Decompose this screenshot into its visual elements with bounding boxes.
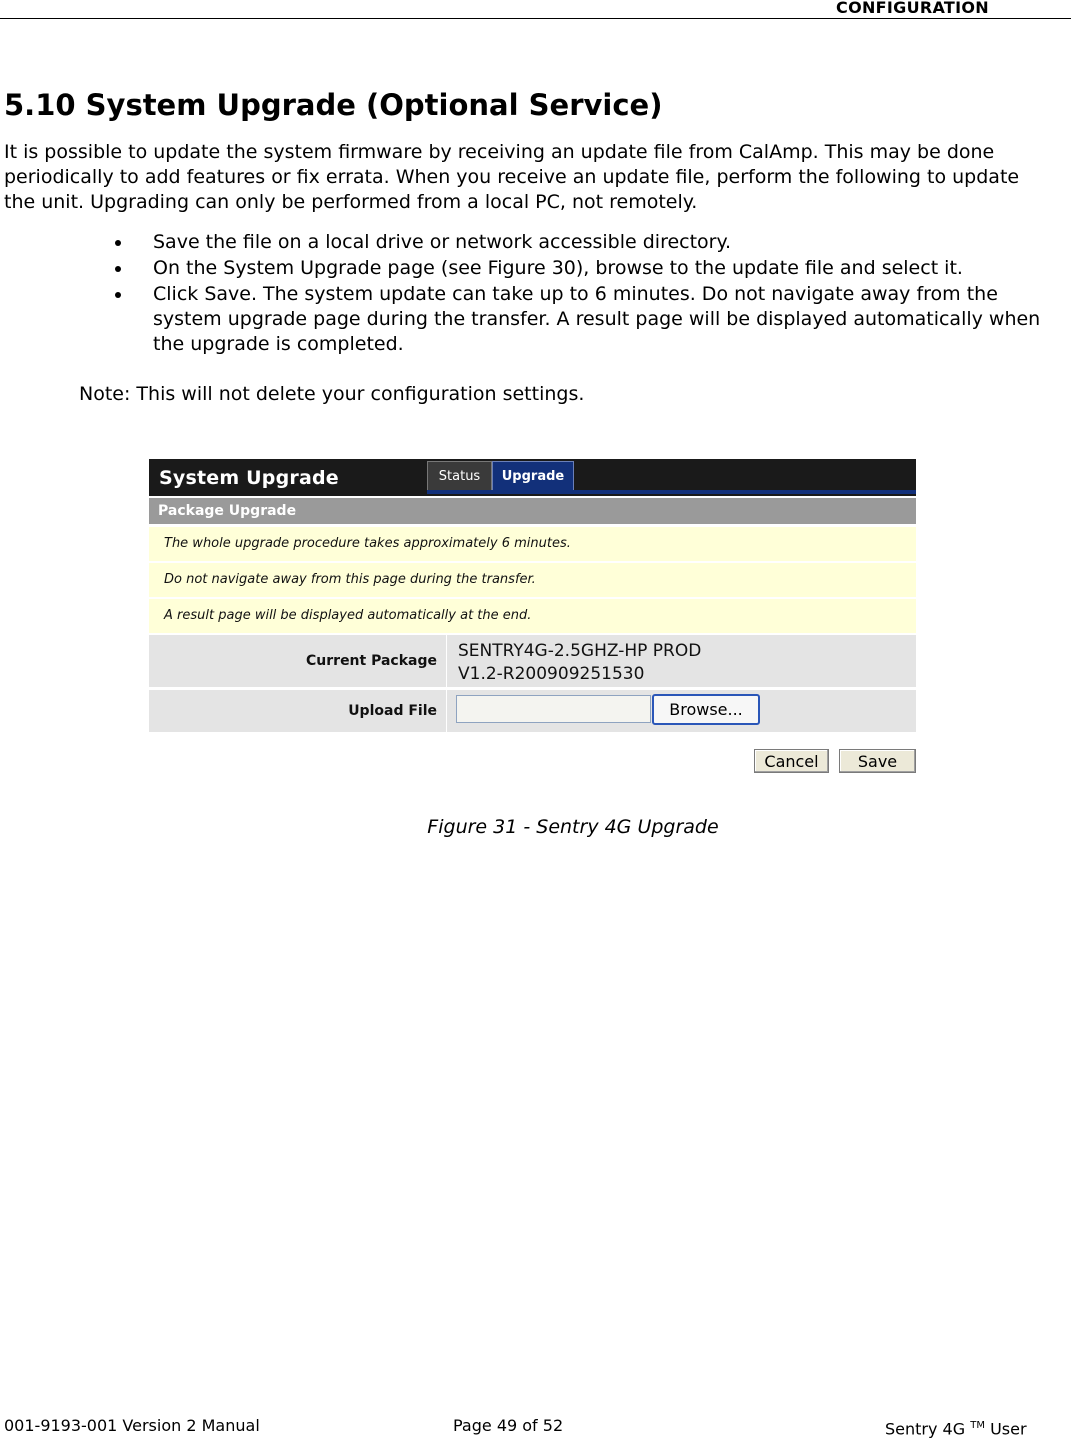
footer-trademark: TM	[970, 1420, 985, 1431]
notice-result-page: A result page will be displayed automatically at the end.	[149, 599, 916, 633]
package-upgrade-section-title: Package Upgrade	[149, 498, 916, 524]
upload-file-input[interactable]	[456, 695, 651, 723]
notice-duration: The whole upgrade procedure takes approximately 6 minutes.	[149, 527, 916, 561]
current-package-row	[149, 635, 916, 687]
current-package-line2: V1.2-R200909251530	[458, 664, 645, 684]
upload-file-row	[149, 690, 916, 732]
tab-status[interactable]: Status	[427, 461, 492, 491]
current-package-value	[458, 640, 701, 686]
list-item: On the System Upgrade page (see Figure 30), browse to the update file and select it.	[110, 256, 1060, 281]
browse-button[interactable]: Browse...	[652, 694, 760, 725]
header-rule	[0, 18, 1071, 19]
system-upgrade-screenshot	[149, 459, 916, 777]
footer-product	[885, 1416, 1027, 1439]
tab-upgrade[interactable]: Upgrade	[492, 461, 574, 491]
notice-no-navigate: Do not navigate away from this page during the transfer.	[149, 563, 916, 597]
upload-file-label: Upload File	[149, 690, 447, 732]
save-button[interactable]: Save	[839, 749, 916, 773]
current-package-label: Current Package	[149, 635, 447, 687]
list-item: Save the file on a local drive or network accessible directory.	[110, 230, 1060, 255]
app-title: System Upgrade	[159, 467, 339, 489]
footer-page-number: Page 49 of 52	[453, 1416, 564, 1435]
current-package-line1: SENTRY4G-2.5GHZ-HP PROD	[458, 641, 702, 661]
title-bar	[149, 459, 916, 496]
footer-product-suffix: User	[990, 1419, 1027, 1439]
footer-doc-id: 001-9193-001 Version 2 Manual	[4, 1416, 260, 1435]
list-item: Click Save. The system update can take up to 6 minutes. Do not navigate away from the system upgrade page during the transfer. A result page will be displayed automatically when the upgrade is completed.	[110, 282, 1060, 357]
note-text: Note: This will not delete your configuration settings.	[79, 383, 585, 405]
running-header: CONFIGURATION	[836, 0, 989, 17]
figure-caption: Figure 31 - Sentry 4G Upgrade	[427, 816, 719, 838]
footer-product-name: Sentry 4G	[885, 1419, 966, 1439]
upgrade-steps	[110, 230, 1060, 358]
intro-paragraph: It is possible to update the system firmware by receiving an update file from CalAmp. This may be done periodically to add features or fix errata. When you receive an update file, perform the following to update the unit. Upgrading can only be performed from a local PC, not remotely.	[4, 141, 1020, 213]
tab-underline	[427, 490, 916, 494]
page-footer	[4, 1416, 1044, 1456]
cancel-button[interactable]: Cancel	[754, 749, 829, 773]
section-heading: 5.10 System Upgrade (Optional Service)	[4, 88, 663, 122]
